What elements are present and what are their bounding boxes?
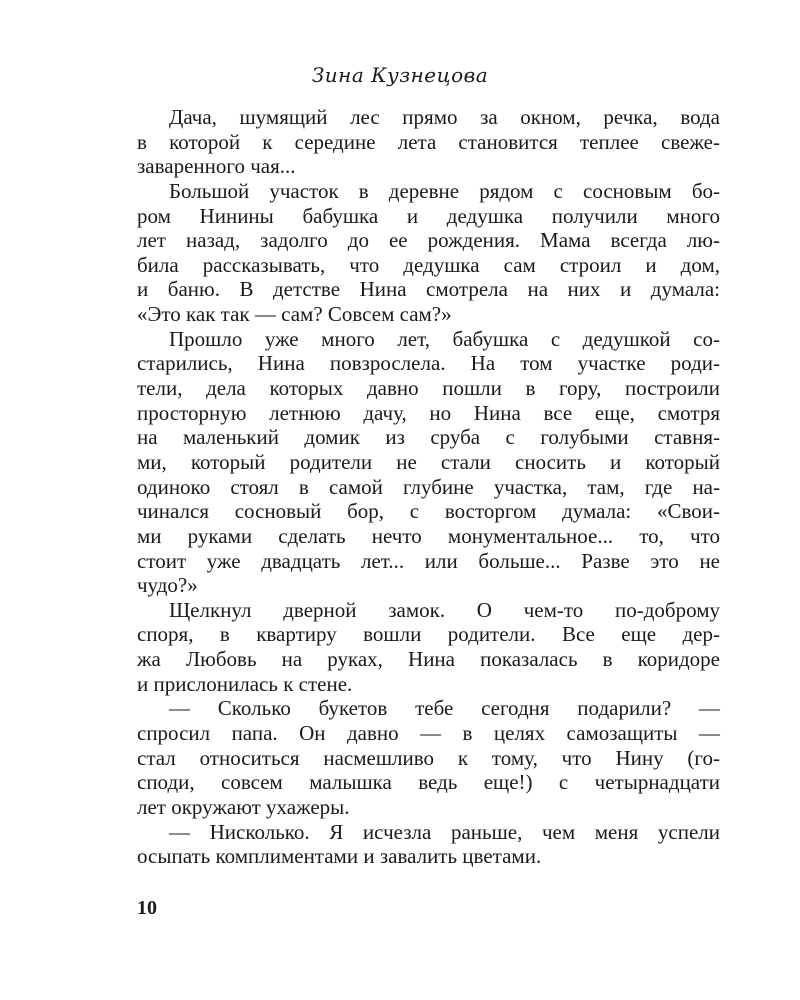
text-line: на маленький домик из сруба с голубыми ставня- — [137, 425, 720, 450]
paragraph — [137, 327, 720, 598]
text-line: старились, Нина повзрослела. На том участке роди- — [137, 351, 720, 376]
text-line: чинался сосновый бор, с восторгом думала: «Свои- — [137, 499, 720, 524]
text-line: лет назад, задолго до ее рождения. Мама всегда лю- — [137, 228, 720, 253]
paragraph — [137, 696, 720, 819]
paragraph — [137, 598, 720, 697]
text-line: ром Нинины бабушка и дедушка получили много — [137, 203, 720, 228]
paragraph — [137, 179, 720, 327]
text-line: тели, дела которых давно пошли в гору, построили — [137, 376, 720, 401]
text-line: одиноко стоял в самой глубине участка, там, где на- — [137, 474, 720, 499]
text-line: споря, в квартиру вошли родители. Все еще дер- — [137, 622, 720, 647]
text-line: споди, совсем малышка ведь еще!) с четырнадцати — [137, 770, 720, 795]
text-line: — Нисколько. Я исчезла раньше, чем меня успели — [169, 819, 720, 844]
paragraph — [137, 105, 720, 179]
running-header-author: Зина Кузнецова — [311, 63, 489, 87]
text-line: — Сколько букетов тебе сегодня подарили? — — [169, 696, 720, 721]
text-line: била рассказывать, что дедушка сам строил и дом, — [137, 252, 720, 277]
text-line: «Это как так — сам? Совсем сам?» — [137, 302, 452, 327]
text-line: и баню. В детстве Нина смотрела на них и думала: — [137, 277, 720, 302]
text-line: осыпать комплиментами и завалить цветами. — [137, 844, 542, 869]
paragraph — [137, 820, 720, 869]
text-line: заваренного чая... — [137, 154, 296, 179]
text-line: чудо?» — [137, 573, 198, 598]
text-line: спросил папа. Он давно — в целях самозащиты — — [137, 721, 720, 746]
text-line: Щелкнул дверной замок. О чем-то по-доброму — [169, 597, 720, 622]
text-line: и прислонилась к стене. — [137, 671, 353, 696]
text-line: Дача, шумящий лес прямо за окном, речка, вода — [169, 105, 720, 129]
text-line: лет окружают ухажеры. — [137, 794, 350, 819]
page-number: 10 — [137, 897, 157, 919]
text-line: в которой к середине лета становится теплее свеже- — [137, 129, 720, 154]
body-text — [137, 105, 720, 869]
text-line: просторную летнюю дачу, но Нина все еще, смотря — [137, 400, 720, 425]
text-line: стоит уже двадцать лет... или больше... Разве это не — [137, 548, 720, 573]
text-line: стал относиться насмешливо к тому, что Нину (го- — [137, 745, 720, 770]
text-line: Прошло уже много лет, бабушка с дедушкой со- — [169, 326, 720, 351]
text-line: ми руками сделать нечто монументальное... то, что — [137, 523, 720, 548]
text-line: ми, который родители не стали сносить и который — [137, 449, 720, 474]
text-line: Большой участок в деревне рядом с сосновым бо- — [169, 178, 720, 203]
text-line: жа Любовь на руках, Нина показалась в коридоре — [137, 647, 720, 672]
